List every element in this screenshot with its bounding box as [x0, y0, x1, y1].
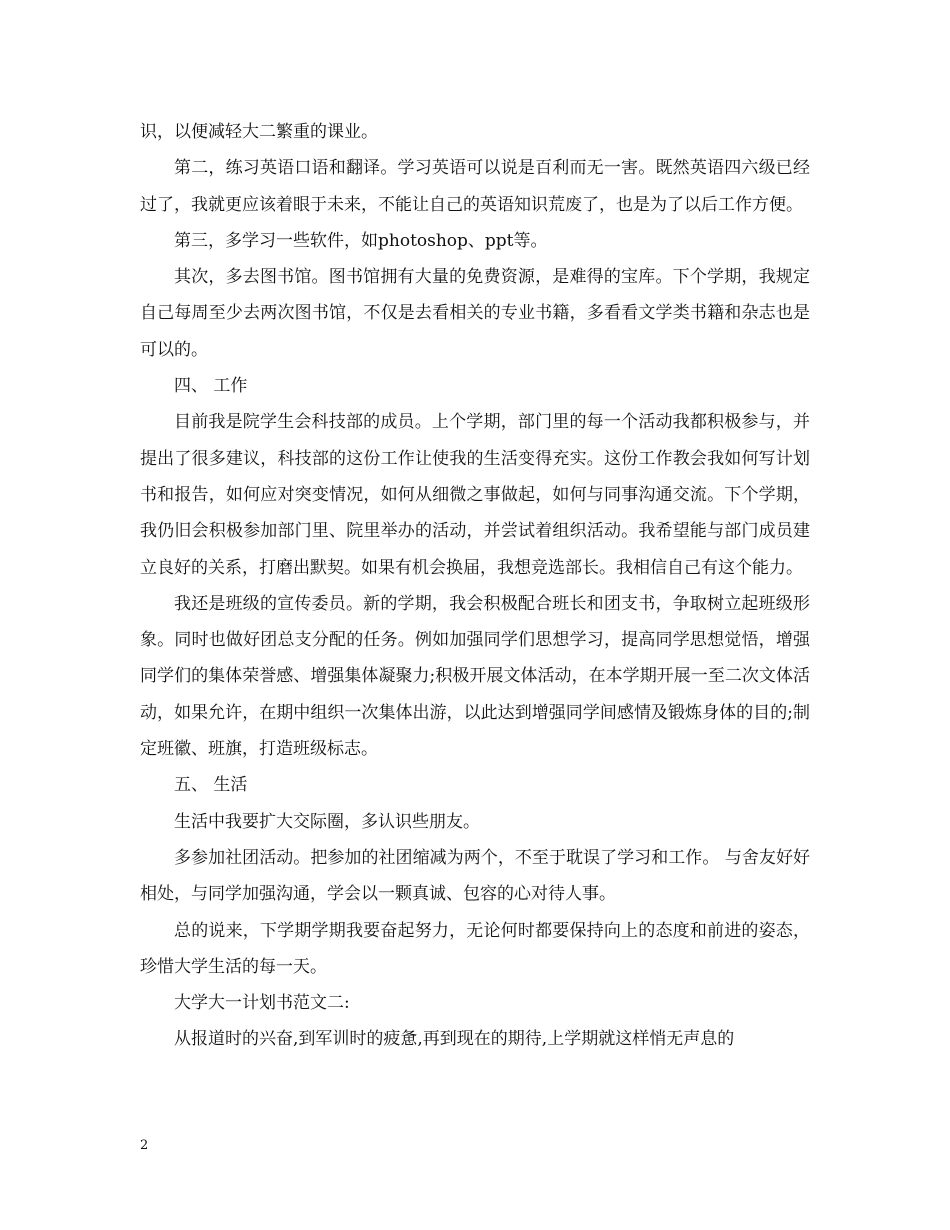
paragraph: 生活中我要扩大交际圈，多认识些朋友。	[174, 811, 480, 832]
paragraph: 我还是班级的宣传委员。新的学期，我会积极配合班长和团支书，争取树立起班级形象。同时也做好团总支分配的任务。例如加强同学们思想学习，提高同学思想觉悟，增强同学们的集体荣誉感、增强集体凝聚力;积极开展文体活动，在本学期开展一至二次文体活动，如果允许，在期中组织一次集体出游，以此达到增强同学间感情及锻炼身体的目的;制定班徽、班旗，打造班级标志。	[140, 593, 810, 760]
section-heading: 四、 工作	[174, 376, 248, 397]
paragraph: 多参加社团活动。把参加的社团缩减为两个，不至于耽误了学习和工作。 与舍友好好相处，与同学加强沟通，学会以一颗真诚、包容的心对待人事。	[140, 847, 810, 905]
paragraph: 识，以便减轻大二繁重的课业。	[140, 122, 378, 142]
paragraph: 第二，练习英语口语和翻译。学习英语可以说是百利而无一害。既然英语四六级已经过了，我就更应该着眼于未来，不能让自己的英语知识荒废了，也是为了以后工作方便。	[140, 158, 810, 215]
page-number: 2	[140, 1138, 149, 1153]
paragraph: 总的说来，下学期学期我要奋起努力，无论何时都要保持向上的态度和前进的姿态，珍惜大学生活的每一天。	[140, 920, 810, 977]
paragraph: 第三，多学习一些软件，如photoshop、ppt等。	[174, 230, 548, 251]
section-heading: 五、 生活	[174, 775, 248, 796]
paragraph: 其次，多去图书馆。图书馆拥有大量的免费资源，是难得的宝库。下个学期，我规定自己每周至少去两次图书馆，不仅是去看相关的专业书籍，多看看文学类书籍和杂志也是可以的。	[140, 267, 810, 360]
paragraph: 从报道时的兴奋,到军训时的疲惫,再到现在的期待,上学期就这样悄无声息的	[174, 1029, 735, 1050]
paragraph: 目前我是院学生会科技部的成员。上个学期，部门里的每一个活动我都积极参与，并提出了很多建议，科技部的这份工作让使我的生活变得充实。这份工作教会我如何写计划书和报告，如何应对突变情况，如何从细微之事做起，如何与同事沟通交流。下个学期，我仍旧会积极参加部门里、院里举办的活动，并尝试着组织活动。我希望能与部门成员建立良好的关系，打磨出默契。如果有机会换届，我想竞选部长。我相信自己有这个能力。	[140, 412, 810, 578]
paragraph: 大学大一计划书范文二:	[174, 993, 350, 1014]
body-text	[140, 114, 810, 1058]
